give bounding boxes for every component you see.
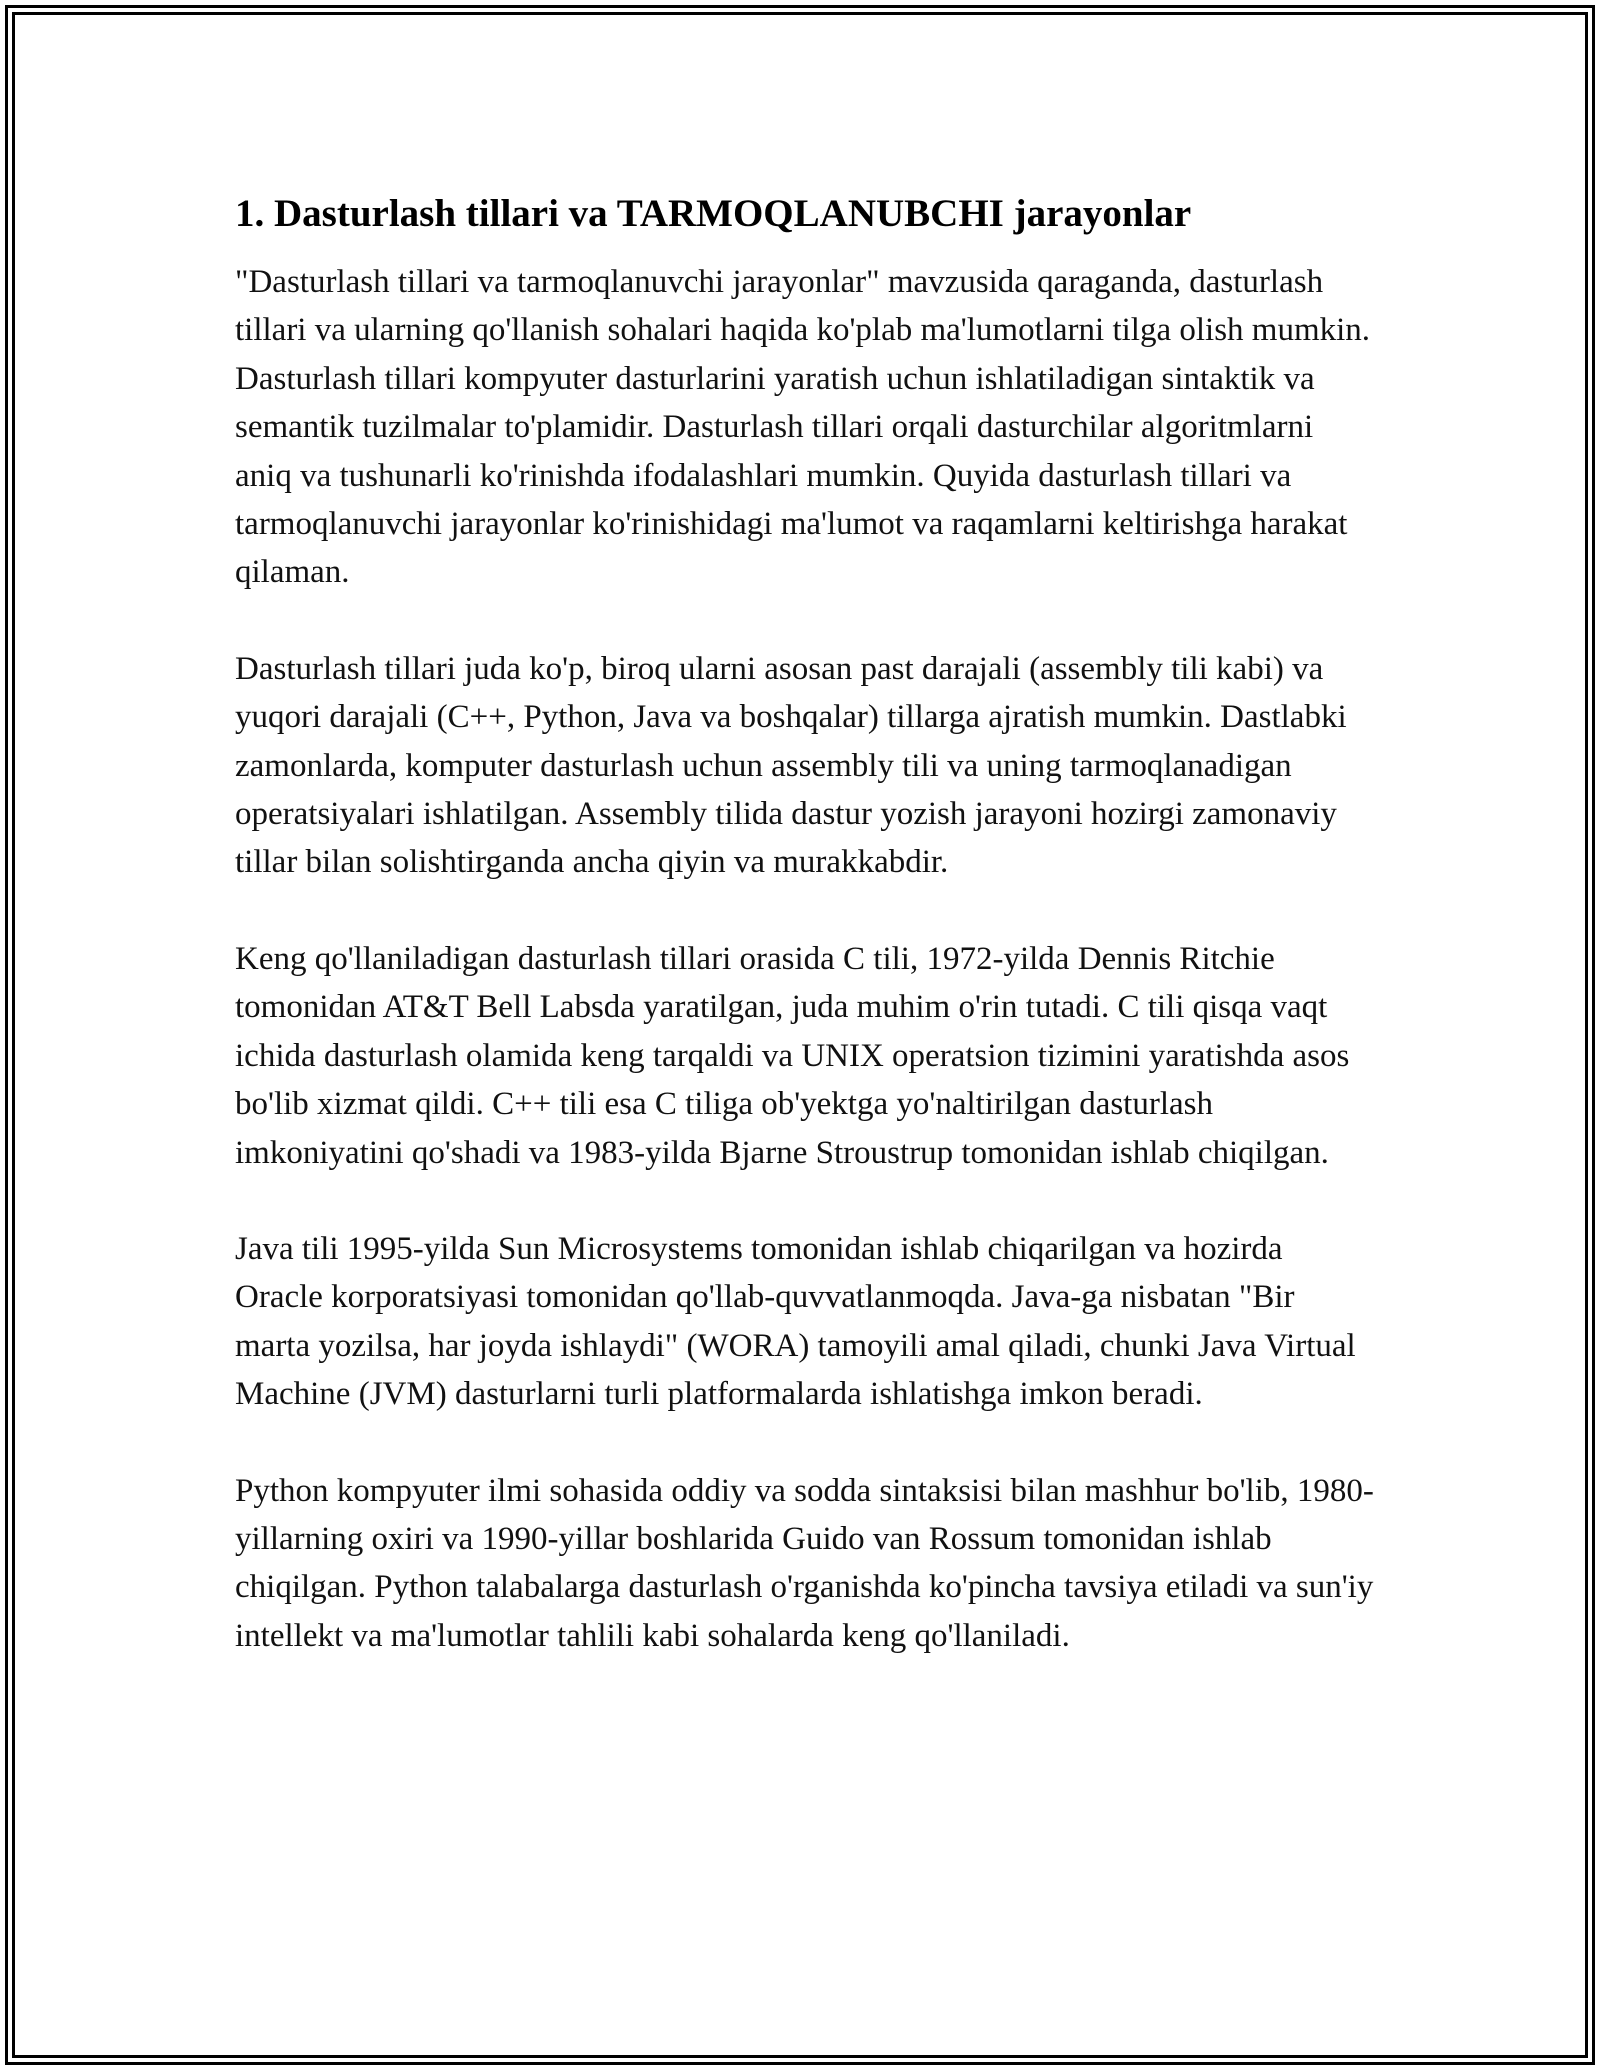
section-heading: 1. Dasturlash tillari va TARMOQLANUBCHI jarayonlar (235, 192, 1192, 235)
document-body (235, 188, 1375, 1708)
paragraph-c-language: Keng qo'llaniladigan dasturlash tillari orasida C tili, 1972-yilda Dennis Ritchie tomonidan AT&T Bell Labsda yaratilgan, juda muhim o'rin tutadi. C tili qisqa vaqt ichida dasturlash olamida keng tarqaldi va UNIX operatsion tizimini yaratishda asos bo'lib xizmat qildi. C++ tili esa C tiliga ob'yektga yo'naltirilgan dasturlash imkoniyatini qo'shadi va 1983-yilda Bjarne Stroustrup tomonidan ishlab chiqilgan. (235, 940, 1350, 1171)
paragraph-python: Python kompyuter ilmi sohasida oddiy va sodda sintaksisi bilan mashhur bo'lib, 1980-yillarning oxiri va 1990-yillar boshlarida Guido van Rossum tomonidan ishlab chiqilgan. Python talabalarga dasturlash o'rganishda ko'pincha tavsiya etiladi va sun'iy intellekt va ma'lumotlar tahlili kabi sohalarda keng qo'llaniladi. (235, 1472, 1374, 1654)
paragraph-language-levels: Dasturlash tillari juda ko'p, biroq ularni asosan past darajali (assembly tili kabi) va yuqori darajali (C++, Python, Java va boshqalar) tillarga ajratish mumkin. Dastlabki zamonlarda, komputer dasturlash uchun assembly tili va uning tarmoqlanadigan operatsiyalari ishlatilgan. Assembly tilida dastur yozish jarayoni hozirgi zamonaviy tillar bilan solishtirganda ancha qiyin va murakkabdir. (235, 650, 1347, 881)
paragraph-intro: "Dasturlash tillari va tarmoqlanuvchi jarayonlar" mavzusida qaraganda, dasturlash tillari va ularning qo'llanish sohalari haqida ko'plab ma'lumotlarni tilga olish mumkin. Dasturlash tillari kompyuter dasturlarini yaratish uchun ishlatiladigan sintaktik va semantik tuzilmalar to'plamidir. Dasturlash tillari orqali dasturchilar algoritmlarni aniq va tushunarli ko'rinishda ifodalashlari mumkin. Quyida dasturlash tillari va tarmoqlanuvchi jarayonlar ko'rinishidagi ma'lumot va raqamlarni keltirishga harakat qilaman. (235, 264, 1371, 591)
paragraph-java: Java tili 1995-yilda Sun Microsystems tomonidan ishlab chiqarilgan va hozirda Oracle korporatsiyasi tomonidan qo'llab-quvvatlanmoqda. Java-ga nisbatan "Bir marta yozilsa, har joyda ishlaydi" (WORA) tamoyili amal qiladi, chunki Java Virtual Machine (JVM) dasturlarni turli platformalarda ishlatishga imkon beradi. (235, 1230, 1356, 1413)
